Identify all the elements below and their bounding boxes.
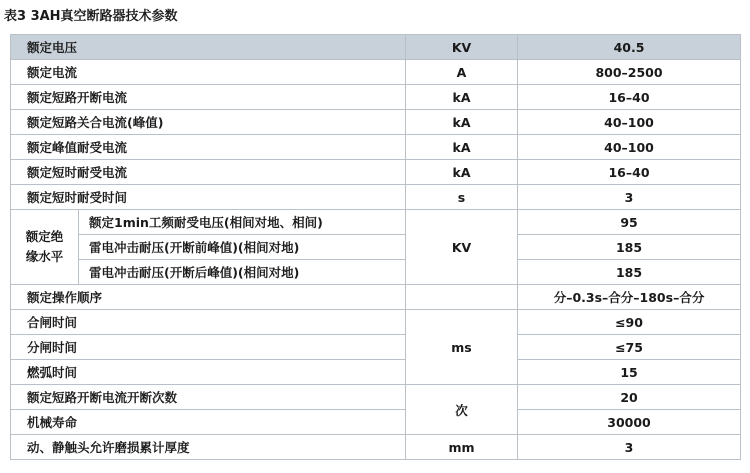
table-row bbox=[11, 135, 741, 160]
table-row bbox=[11, 35, 741, 60]
value-cell: 95 bbox=[518, 210, 741, 235]
unit-cell: ms bbox=[406, 310, 518, 385]
param-cell: 额定短路开断电流开断次数 bbox=[11, 385, 406, 410]
insulation-group-cell bbox=[11, 210, 79, 285]
param-cell: 额定短路开断电流 bbox=[11, 85, 406, 110]
table-row bbox=[11, 160, 741, 185]
unit-cell: KV bbox=[406, 35, 518, 60]
value-cell: 分–0.3s–合分–180s–合分 bbox=[518, 285, 741, 310]
value-cell: 40–100 bbox=[518, 110, 741, 135]
value-cell: 40–100 bbox=[518, 135, 741, 160]
param-cell: 额定电压 bbox=[11, 35, 406, 60]
insulation-group-label-line2: 缘水平 bbox=[25, 249, 64, 264]
table-row bbox=[11, 435, 741, 460]
unit-cell: s bbox=[406, 185, 518, 210]
value-cell: 40.5 bbox=[518, 35, 741, 60]
table-row bbox=[11, 235, 741, 260]
table-row bbox=[11, 185, 741, 210]
unit-cell: kA bbox=[406, 160, 518, 185]
table-row bbox=[11, 110, 741, 135]
value-cell: 3 bbox=[518, 435, 741, 460]
table-row bbox=[11, 360, 741, 385]
param-cell: 额定短时耐受电流 bbox=[11, 160, 406, 185]
param-cell: 动、静触头允许磨损累计厚度 bbox=[11, 435, 406, 460]
param-cell: 额定短时耐受时间 bbox=[11, 185, 406, 210]
param-cell: 额定短路关合电流(峰值) bbox=[11, 110, 406, 135]
unit-cell bbox=[406, 285, 518, 310]
value-cell: 185 bbox=[518, 260, 741, 285]
value-cell: 800–2500 bbox=[518, 60, 741, 85]
param-cell: 合闸时间 bbox=[11, 310, 406, 335]
param-cell: 分闸时间 bbox=[11, 335, 406, 360]
unit-cell: KV bbox=[406, 210, 518, 285]
unit-cell: kA bbox=[406, 135, 518, 160]
value-cell: 30000 bbox=[518, 410, 741, 435]
unit-cell: mm bbox=[406, 435, 518, 460]
value-cell: 16–40 bbox=[518, 160, 741, 185]
unit-cell: kA bbox=[406, 85, 518, 110]
param-cell: 额定1min工频耐受电压(相间对地、相间) bbox=[79, 210, 406, 235]
param-cell: 额定峰值耐受电流 bbox=[11, 135, 406, 160]
table-caption: 表3 3AH真空断路器技术参数 bbox=[4, 9, 178, 24]
unit-cell: A bbox=[406, 60, 518, 85]
table-row bbox=[11, 385, 741, 410]
param-cell: 燃弧时间 bbox=[11, 360, 406, 385]
table-row bbox=[11, 335, 741, 360]
table-row bbox=[11, 260, 741, 285]
table-row bbox=[11, 410, 741, 435]
param-cell: 机械寿命 bbox=[11, 410, 406, 435]
unit-cell: kA bbox=[406, 110, 518, 135]
table-row bbox=[11, 310, 741, 335]
table-row bbox=[11, 60, 741, 85]
value-cell: ≤90 bbox=[518, 310, 741, 335]
param-cell: 额定电流 bbox=[11, 60, 406, 85]
unit-cell: 次 bbox=[406, 385, 518, 435]
param-cell: 额定操作顺序 bbox=[11, 285, 406, 310]
spec-table bbox=[10, 34, 741, 460]
table-row bbox=[11, 210, 741, 235]
value-cell: 20 bbox=[518, 385, 741, 410]
param-cell: 雷电冲击耐压(开断前峰值)(相间对地) bbox=[79, 235, 406, 260]
value-cell: 15 bbox=[518, 360, 741, 385]
insulation-group-label-line1: 额定绝 bbox=[25, 229, 64, 244]
value-cell: 185 bbox=[518, 235, 741, 260]
param-cell: 雷电冲击耐压(开断后峰值)(相间对地) bbox=[79, 260, 406, 285]
value-cell: 3 bbox=[518, 185, 741, 210]
table-row bbox=[11, 285, 741, 310]
value-cell: ≤75 bbox=[518, 335, 741, 360]
value-cell: 16–40 bbox=[518, 85, 741, 110]
table-row bbox=[11, 85, 741, 110]
